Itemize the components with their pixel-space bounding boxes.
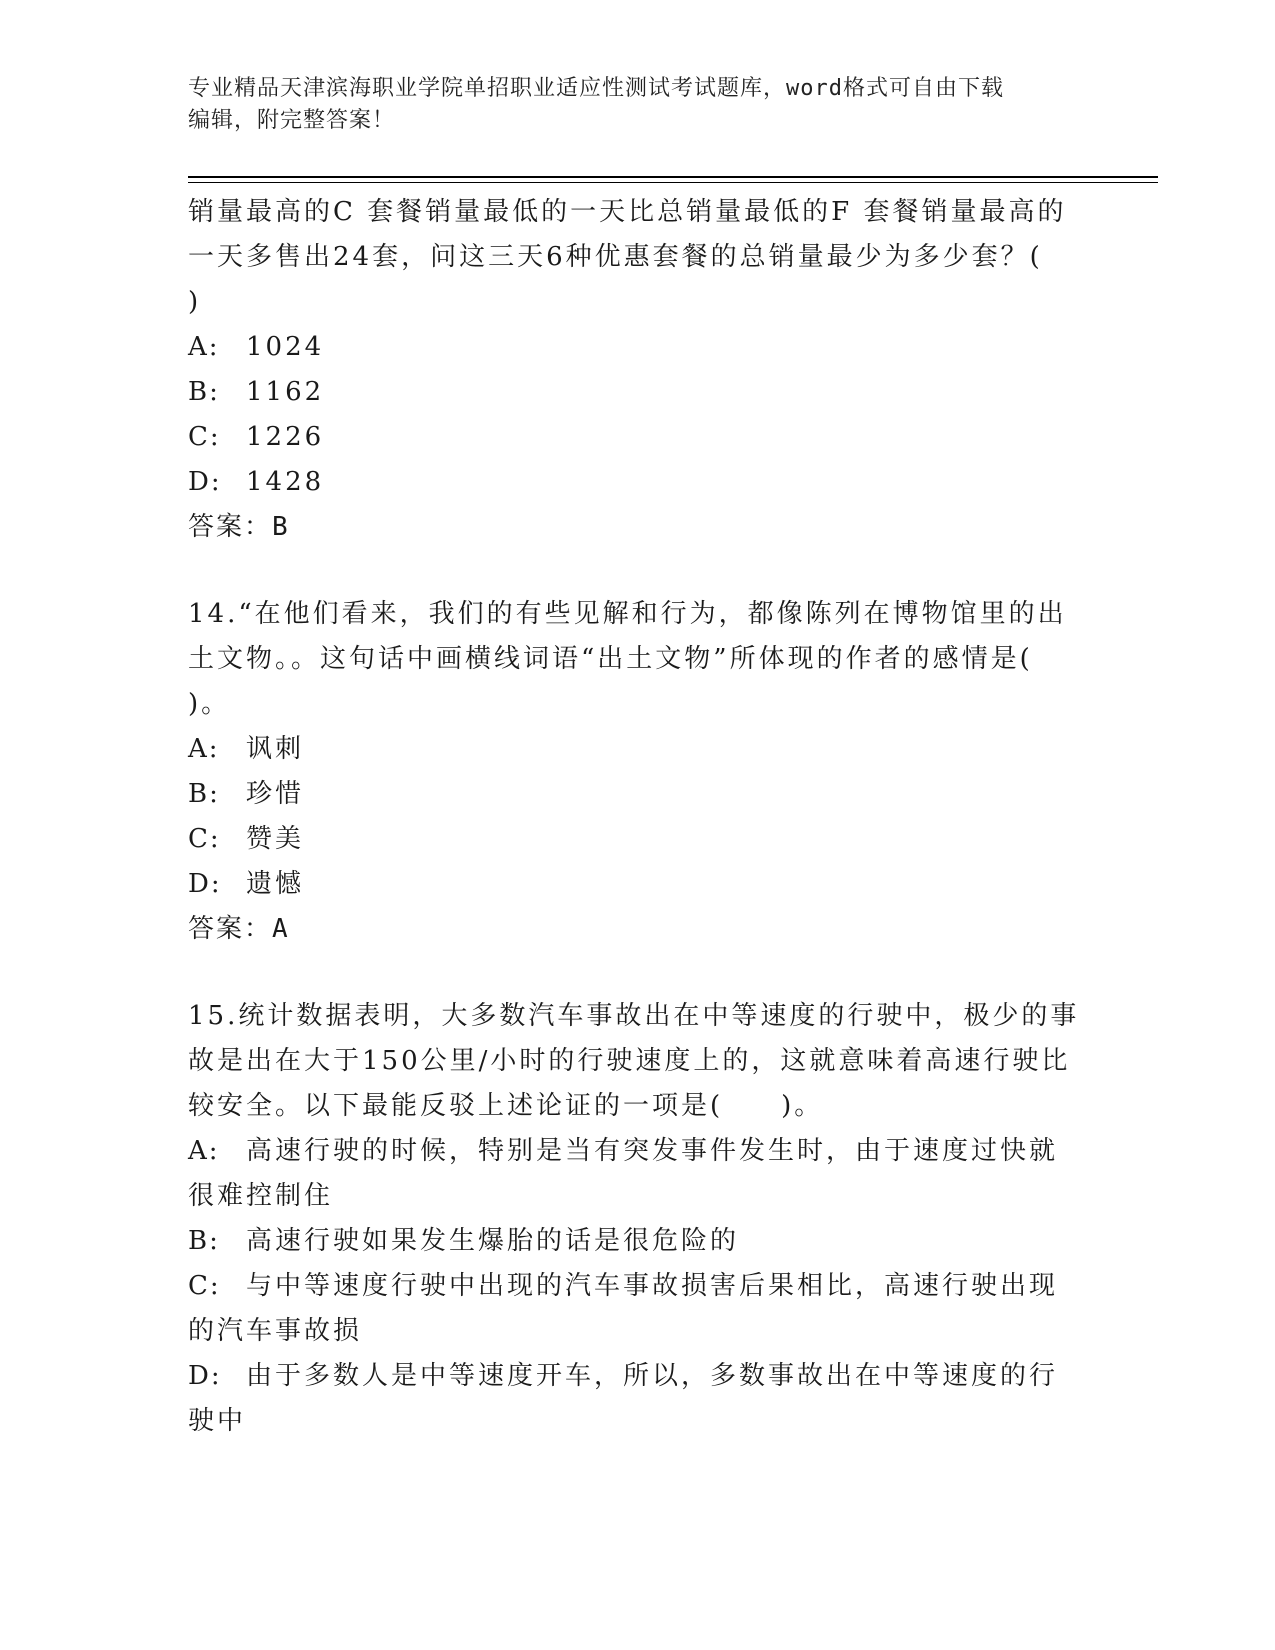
option-d (188, 862, 1088, 907)
option-letter: A: (188, 1136, 220, 1166)
option-text: 高速行驶的时候，特别是当有突发事件发生时，由于速度过快就 (246, 1136, 1059, 1166)
option-letter: A: (188, 332, 220, 362)
option-text: 1024 (246, 332, 325, 362)
spacer (188, 952, 1088, 994)
option-text-continued: 的汽车事故损 (188, 1316, 363, 1346)
option-text: 赞美 (246, 824, 305, 854)
option-c (188, 817, 1088, 862)
option-letter: D: (188, 869, 222, 899)
question-stem-line: ) (188, 287, 202, 317)
option-b (188, 772, 1088, 817)
option-row (188, 1264, 1088, 1309)
option-letter: C: (188, 422, 221, 452)
option-row (188, 1129, 1088, 1174)
answer-line: 答案：A (188, 914, 290, 944)
answer-line: 答案：B (188, 512, 290, 542)
option-text: 与中等速度行驶中出现的汽车事故损害后果相比，高速行驶出现 (246, 1271, 1059, 1301)
option-letter: D: (188, 467, 222, 497)
option-d (188, 1354, 1088, 1444)
option-letter: C: (188, 824, 221, 854)
option-text: 珍惜 (246, 779, 305, 809)
option-text: 1162 (246, 377, 325, 407)
option-row (188, 1354, 1088, 1399)
option-letter: C: (188, 1271, 221, 1301)
option-text: 高速行驶如果发生爆胎的话是很危险的 (246, 1226, 740, 1256)
header-rule-thin (188, 182, 1158, 183)
option-a (188, 727, 1088, 772)
option-text: 遗憾 (246, 869, 305, 899)
question-15 (188, 994, 1088, 1444)
option-a (188, 1129, 1088, 1219)
option-text: 1428 (246, 467, 325, 497)
option-d (188, 460, 1088, 505)
spacer (188, 550, 1088, 592)
header-line-2: 编辑，附完整答案！ (188, 108, 396, 133)
option-letter: B: (188, 1226, 220, 1256)
document-body (188, 190, 1088, 1444)
option-row (188, 1219, 1088, 1264)
option-b (188, 370, 1088, 415)
option-text: 讽刺 (246, 734, 305, 764)
option-letter: D: (188, 1361, 222, 1391)
header-rule-thick (188, 176, 1158, 178)
header-line-1: 专业精品天津滨海职业学院单招职业适应性测试考试题库，word格式可自由下载 (188, 76, 1004, 101)
option-letter: B: (188, 377, 220, 407)
question-14 (188, 592, 1088, 952)
question-stem-line: 土文物。。这句话中画横线词语“出土文物”所体现的作者的感情是( (188, 644, 1033, 674)
question-stem-line: 故是出在大于150公里/小时的行驶速度上的，这就意味着高速行驶比 (188, 1046, 1071, 1076)
question-stem-line: 一天多售出24套，问这三天6种优惠套餐的总销量最少为多少套？( (188, 242, 1043, 272)
question-stem-line: 15.统计数据表明，大多数汽车事故出在中等速度的行驶中，极少的事 (188, 1001, 1080, 1031)
question-stem-line: 较安全。以下最能反驳上述论证的一项是( )。 (188, 1091, 824, 1121)
question-stem-line: 销量最高的C 套餐销量最低的一天比总销量最低的F 套餐销量最高的 (188, 197, 1067, 227)
option-c (188, 415, 1088, 460)
question-stem-line: 14.“在他们看来，我们的有些见解和行为，都像陈列在博物馆里的出 (188, 599, 1067, 629)
option-letter: A: (188, 734, 220, 764)
option-text-continued: 很难控制住 (188, 1181, 334, 1211)
option-c (188, 1264, 1088, 1354)
question-stem-line: )。 (188, 689, 231, 719)
option-a (188, 325, 1088, 370)
option-text: 由于多数人是中等速度开车，所以，多数事故出在中等速度的行 (246, 1361, 1059, 1391)
page-header (188, 73, 1068, 137)
option-b (188, 1219, 1088, 1264)
option-text-continued: 驶中 (188, 1406, 247, 1436)
option-letter: B: (188, 779, 220, 809)
option-text: 1226 (246, 422, 325, 452)
question-13 (188, 190, 1088, 550)
